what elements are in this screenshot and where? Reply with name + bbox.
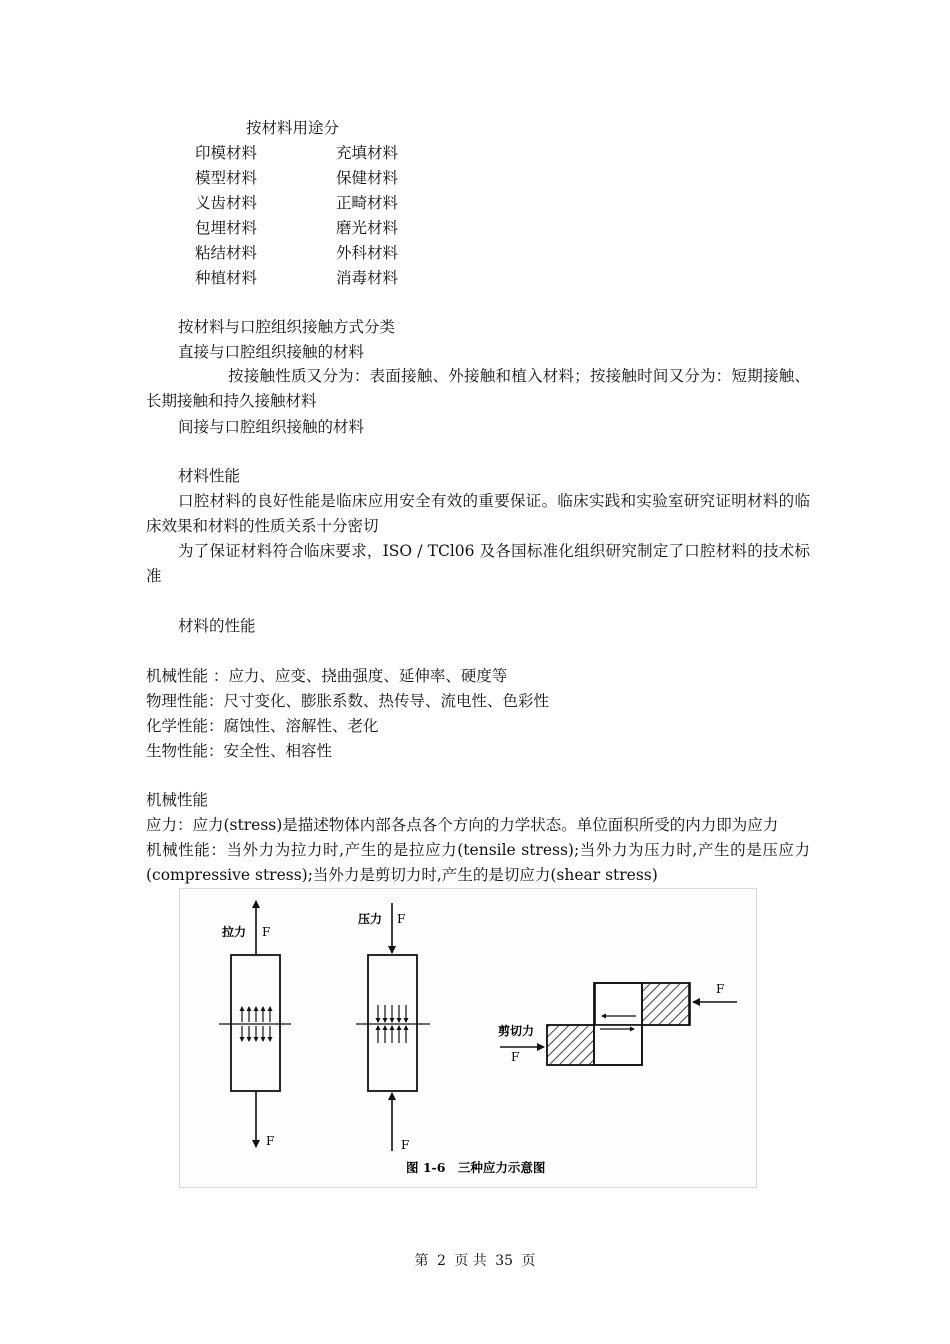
figure-caption: 图 1-6 三种应力示意图 — [406, 1160, 546, 1175]
mechanical-heading: 机械性能 — [146, 791, 209, 809]
stress-diagram — [180, 889, 756, 1187]
footer-suffix: 页 — [521, 1253, 536, 1269]
properties-heading: 材料的性能 — [178, 617, 256, 635]
stress-definition: 应力：应力(stress)是描述物体内部各点各个方向的力学状态。单位面积所受的内力即为应力 — [146, 816, 779, 834]
indirect-contact: 间接与口腔组织接触的材料 — [178, 418, 365, 436]
tension-label: 拉力 — [222, 925, 247, 939]
use-cell: 粘结材料 — [195, 244, 258, 262]
footer-prefix: 第 — [414, 1253, 429, 1269]
property-item: 机械性能 ：应力、应变、挠曲强度、延伸率、硬度等 — [146, 667, 508, 685]
use-cell: 消毒材料 — [336, 269, 399, 287]
direct-contact-detail: 按接触性质又分为：表面接触、外接触和植入材料；按接触时间又分为：短期接触、长期接触和持久接触材料 — [146, 367, 810, 410]
use-cell: 义齿材料 — [195, 194, 258, 212]
by-use-heading: 按材料用途分 — [246, 119, 340, 137]
use-cell: 模型材料 — [195, 169, 258, 187]
compression-force-bottom: F — [401, 1138, 410, 1152]
use-cell: 磨光材料 — [336, 219, 399, 237]
shear-force-left: F — [511, 1050, 520, 1064]
property-item: 物理性能：尺寸变化、膨胀系数、热传导、流电性、色彩性 — [146, 692, 550, 710]
shear-diagram — [498, 982, 737, 1065]
performance-paragraph: 口腔材料的良好性能是临床应用安全有效的重要保证。临床实践和实验室研究证明材料的临床效果和材料的性质关系十分密切 — [146, 492, 810, 535]
footer-mid: 页 共 — [454, 1253, 487, 1269]
tension-force-bottom: F — [266, 1134, 275, 1148]
performance-heading: 材料性能 — [178, 467, 241, 485]
tension-diagram — [219, 901, 291, 1148]
page-footer — [0, 1250, 950, 1270]
total-pages: 35 — [495, 1253, 514, 1269]
compression-force-top: F — [397, 912, 406, 926]
shear-label: 剪切力 — [498, 1024, 535, 1038]
standards-paragraph: 为了保证材料符合临床要求，ISO / TCl06 及各国标准化组织研究制定了口腔材料的技术标准 — [146, 542, 810, 585]
property-item: 化学性能：腐蚀性、溶解性、老化 — [146, 717, 379, 735]
contact-heading: 按材料与口腔组织接触方式分类 — [178, 318, 396, 336]
use-cell: 种植材料 — [195, 269, 258, 287]
use-cell: 包埋材料 — [195, 219, 258, 237]
property-item: 生物性能：安全性、相容性 — [146, 742, 333, 760]
shear-force-right: F — [716, 982, 725, 996]
stress-figure — [179, 888, 757, 1188]
use-cell: 印模材料 — [195, 144, 258, 162]
tension-force-top: F — [262, 925, 271, 939]
stress-types-paragraph: 机械性能：当外力为拉力时,产生的是拉应力(tensile stress);当外力为压力时,产生的是压应力(compressive stress);当外力是剪切力时,产生的是切应力(shear stress) — [146, 841, 810, 884]
compression-label: 压力 — [358, 912, 383, 926]
current-page: 2 — [436, 1253, 446, 1269]
use-cell: 保健材料 — [336, 169, 399, 187]
use-cell: 充填材料 — [336, 144, 399, 162]
direct-contact: 直接与口腔组织接触的材料 — [178, 343, 365, 361]
compression-diagram — [356, 903, 430, 1152]
use-cell: 外科材料 — [336, 244, 399, 262]
use-cell: 正畸材料 — [336, 194, 399, 212]
